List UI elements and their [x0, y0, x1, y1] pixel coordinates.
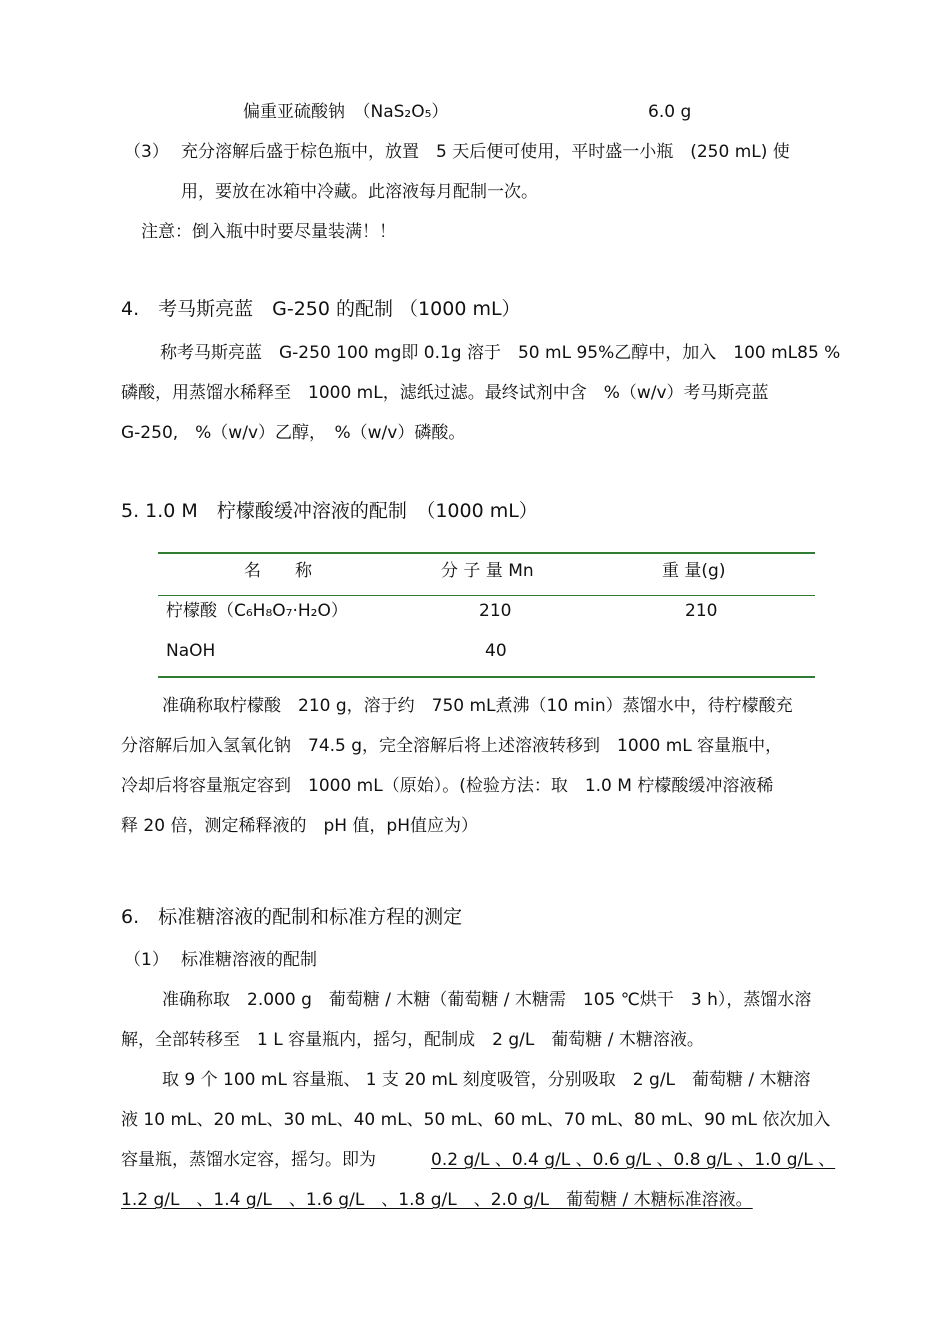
- paragraph-line: 液 10 mL、20 mL、30 mL、40 mL、50 mL、60 mL、70 mL、80 mL、90 mL 依次加入: [121, 1110, 831, 1130]
- table-header-mw: 分 子 量 Mn: [441, 561, 534, 581]
- paragraph-line: 充分溶解后盛于棕色瓶中，放置 5 天后便可使用，平时盛一小瓶 (250 mL) 使: [181, 142, 790, 162]
- subsection-title: 标准糖溶液的配制: [181, 950, 317, 970]
- table-cell: NaOH: [166, 641, 216, 661]
- table-top-rule: [158, 552, 815, 554]
- paragraph-line: 取 9 个 100 mL 容量瓶、 1 支 20 mL 刻度吸管，分别吸取 2 g/L 葡萄糖 / 木糖溶: [162, 1070, 811, 1090]
- paragraph-line: 称考马斯亮蓝 G-250 100 mg即 0.1g 溶于 50 mL 95%乙醇中，加入 100 mL85 %: [160, 343, 841, 363]
- table-cell: 210: [685, 601, 718, 621]
- table-cell: 柠檬酸（C₆H₈O₇·H₂O）: [166, 601, 348, 621]
- paragraph-line: G-250, %（w/v）乙醇， %（w/v）磷酸。: [121, 423, 466, 443]
- section-heading-5: 5. 1.0 M 柠檬酸缓冲溶液的配制 （1000 mL）: [121, 500, 538, 522]
- table-header-weight: 重 量(g): [662, 561, 726, 581]
- note-line: 注意：倒入瓶中时要尽量装满！！: [141, 222, 396, 242]
- section-heading-4: 4. 考马斯亮蓝 G-250 的配制 （1000 mL）: [121, 298, 521, 320]
- concentration-list: 0.2 g/L 、0.4 g/L 、0.6 g/L 、0.8 g/L 、1.0 g/L 、: [431, 1150, 836, 1170]
- table-cell: 40: [485, 641, 507, 661]
- paragraph-line: 准确称取柠檬酸 210 g，溶于约 750 mL煮沸（10 min）蒸馏水中，待柠檬酸充: [162, 696, 793, 716]
- reagent-line: 偏重亚硫酸钠 （NaS₂O₅）: [243, 102, 449, 122]
- paragraph-line: 解，全部转移至 1 L 容量瓶内，摇匀，配制成 2 g/L 葡萄糖 / 木糖溶液。: [121, 1030, 704, 1050]
- step-number: （1）: [124, 950, 169, 970]
- table-header-rule: [158, 595, 815, 596]
- section-heading-6: 6. 标准糖溶液的配制和标准方程的测定: [121, 906, 463, 928]
- paragraph-line: 磷酸，用蒸馏水稀释至 1000 mL，滤纸过滤。最终试剂中含 %（w/v）考马斯亮蓝: [121, 383, 769, 403]
- table-header-name: 名 称: [244, 561, 312, 581]
- paragraph-line: 释 20 倍，测定稀释液的 pH 值，pH值应为）: [121, 816, 478, 836]
- paragraph-line: 冷却后将容量瓶定容到 1000 mL（原始）。(检验方法：取 1.0 M 柠檬酸缓冲溶液稀: [121, 776, 774, 796]
- paragraph-line: 准确称取 2.000 g 葡萄糖 / 木糖（葡萄糖 / 木糖需 105 ℃烘干 3 h），蒸馏水溶: [162, 990, 812, 1010]
- paragraph-line: 分溶解后加入氢氧化钠 74.5 g，完全溶解后将上述溶液转移到 1000 mL 容量瓶中，: [121, 736, 783, 756]
- table-bottom-rule: [158, 676, 815, 678]
- step-number: （3）: [124, 142, 169, 162]
- concentration-list: 1.2 g/L 、1.4 g/L 、1.6 g/L 、1.8 g/L 、2.0 g/L 葡萄糖 / 木糖标准溶液。: [121, 1190, 753, 1210]
- paragraph-line: 容量瓶，蒸馏水定容，摇匀。即为: [121, 1150, 376, 1170]
- table-cell: 210: [479, 601, 512, 621]
- paragraph-line: 用，要放在冰箱中冷藏。此溶液每月配制一次。: [181, 182, 538, 202]
- reagent-amount: 6.0 g: [648, 102, 692, 122]
